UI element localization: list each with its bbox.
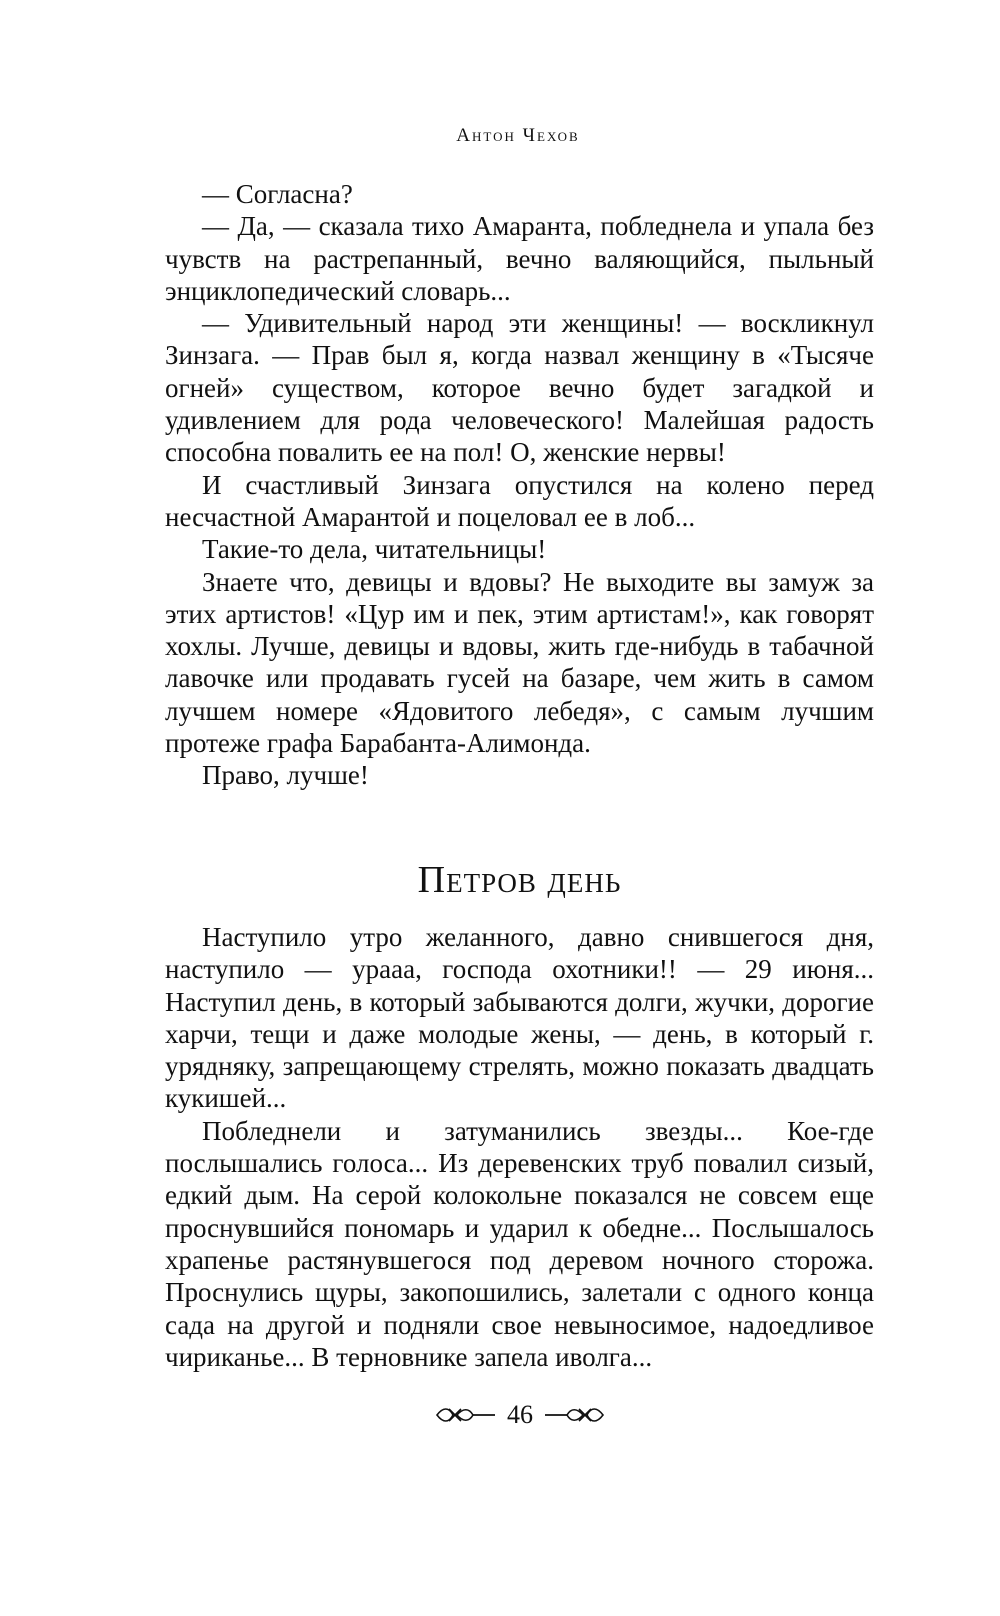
previous-story-ending: [165, 178, 874, 792]
paragraph: И счастливый Зинзага опустился на колено перед несчастной Амарантой и поцеловал ее в лоб...: [165, 469, 874, 532]
page-footer: [420, 1400, 620, 1430]
flourish-left-icon: [435, 1405, 497, 1425]
paragraph: Побледнели и затуманились звезды... Кое-где послышались голоса... Из деревенских труб повалил сизый, едкий дым. На серой колокольне показался не совсем еще проснувшийся пономарь и ударил к обедне... Послышалось храпенье растянувшегося под деревом ночного сторожа. Проснулись щуры, закопошились, залетали с одного конца сада на другой и подняли свое невыносимое, надоедливое чириканье... В терновнике запела иволга...: [165, 1115, 874, 1372]
page-number: 46: [507, 1400, 533, 1429]
paragraph: — Да, — сказала тихо Амаранта, побледнела и упала без чувств на растрепанный, вечно валяющийся, пыльный энциклопедический словарь...: [165, 211, 874, 306]
paragraph: Такие-то дела, читательницы!: [202, 534, 547, 565]
paragraph: Право, лучше!: [202, 760, 369, 791]
paragraph: Наступило утро желанного, давно снившегося дня, наступило — урааа, господа охотники!! — 29 июня... Наступил день, в который забываются долги, жучки, дорогие харчи, тещи и даже молодые жены, — день, в который г. урядняку, запрещающему стрелять, можно показать двадцать кукишей...: [165, 922, 874, 1114]
chapter-title: Петров день: [417, 859, 622, 901]
paragraph: — Удивительный народ эти женщины! — воскликнул Зинзага. — Прав был я, когда назвал женщину в «Тысяче огней» существом, которое вечно будет загадкой и удивлением для рода человеческого! Малейшая радость способна повалить ее на пол! О, женские нервы!: [165, 308, 874, 468]
chapter-body: [165, 921, 874, 1373]
paragraph: Знаете что, девицы и вдовы? Не выходите вы замуж за этих артистов! «Цур им и пек, этим артистам!», как говорят хохлы. Лучше, девицы и вдовы, жить где-нибудь в табачной лавочке или продавать гусей на базаре, чем жить в самом лучшем номере «Ядовитого лебедя», с самым лучшим протеже графа Барабанта-Алимонда.: [165, 566, 874, 759]
paragraph: — Согласна?: [202, 179, 353, 209]
running-head: Антон Чехов: [456, 125, 580, 146]
flourish-right-icon: [543, 1405, 605, 1425]
